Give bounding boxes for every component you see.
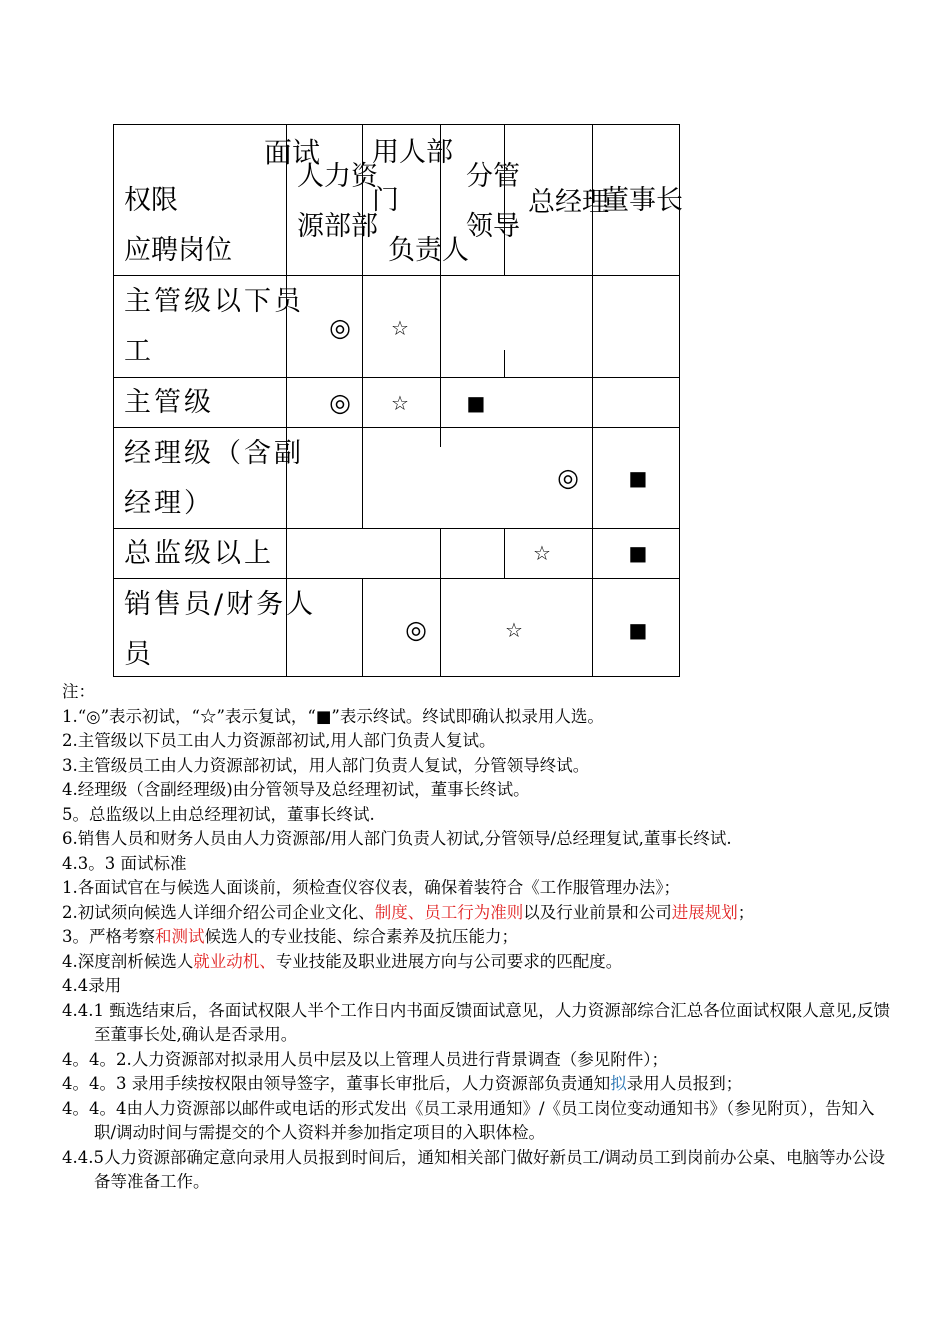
section-interview-standard: 4.3。3 面试标准: [62, 853, 187, 873]
header-dept-line3: 负责人: [388, 235, 469, 266]
mark-second-interview: ☆: [533, 541, 551, 565]
header-leader-line2: 领导: [466, 211, 520, 242]
row-label-manager: 经理级（含副经理）: [124, 438, 304, 519]
row-label-supervisor: 主管级: [124, 387, 214, 418]
criteria-4: 4.深度剖析候选人就业动机、专业技能及职业进展方向与公司要求的匹配度。: [62, 951, 623, 971]
column-divider: [440, 528, 441, 677]
criteria-1: 1.各面试官在与候选人面谈前，须检查仪容仪表，确保着装符合《工作服管理办法》；: [62, 878, 680, 897]
header-dept-line2: 门: [372, 185, 399, 216]
mark-final-interview: ■: [628, 466, 648, 490]
hiring-1: 4.4.1 甄选结束后，各面试权限人半个工作日内书面反馈面试意见，人力资源部综合汇总各位面试权限人意见,反馈至董事长处,确认是否录用。: [62, 1000, 890, 1044]
row-divider: [114, 275, 679, 276]
note-2: 2.主管级以下员工由人力资源部初试,用人部门负责人复试。: [62, 731, 496, 750]
mark-initial-interview: ◎: [329, 388, 351, 417]
header-hr-line1: 人力资: [297, 161, 378, 192]
note-5: 5。总监级以上由总经理初试，董事长终试.: [62, 804, 375, 824]
mark-final-interview: ■: [466, 391, 486, 415]
note-6: 6.销售人员和财务人员由人力资源部/用人部门负责人初试,分管领导/总经理复试,董事长终试.: [62, 829, 732, 848]
hiring-2: 4。4。2.人力资源部对拟录用人员中层及以上管理人员进行背景调查（参见附件）；: [62, 1049, 668, 1069]
notes-section: [62, 680, 892, 1195]
column-divider: [504, 125, 505, 275]
note-4: 4.经理级（含副经理级)由分管领导及总经理初试，董事长终试。: [62, 780, 530, 799]
hiring-5: 4.4.5人力资源部确定意向录用人员报到时间后，通知相关部门做好新员工/调动员工到岗前办公桌、电脑等办公设备等准备工作。: [62, 1147, 886, 1191]
mark-initial-interview: ◎: [557, 463, 579, 492]
header-interview: 面试: [264, 136, 321, 169]
header-chairman: 董事长: [602, 185, 683, 216]
row-label-director: 总监级以上: [124, 538, 274, 569]
header-dept-line1: 用人部: [372, 137, 453, 168]
mark-initial-interview: ◎: [405, 615, 427, 644]
section-hiring: 4.4录用: [62, 976, 122, 995]
corner-label-position: 应聘岗位: [124, 235, 232, 266]
hiring-4: 4。4。4由人力资源部以邮件或电话的形式发出《员工录用通知》/《员工岗位变动通知书》（参见附页），告知入职/调动时间与需提交的个人资料并参加指定项目的入职体检。: [62, 1098, 875, 1142]
column-divider: [362, 578, 363, 677]
header-leader-line1: 分管: [466, 161, 520, 192]
header-gm: 总经理: [528, 187, 609, 218]
mark-second-interview: ☆: [505, 618, 523, 642]
mark-final-interview: ■: [628, 541, 648, 565]
row-label-below-supervisor: 主管级以下员工: [124, 286, 304, 367]
note-3: 3.主管级员工由人力资源部初试，用人部门负责人复试，分管领导终试。: [62, 755, 590, 775]
header-hr-line2: 源部部: [297, 211, 378, 242]
mark-second-interview: ☆: [391, 391, 409, 415]
corner-label-permission: 权限: [124, 185, 178, 216]
criteria-2: 2.初试须向候选人详细介绍公司企业文化、制度、员工行为准则以及行业前景和公司进展规划；: [62, 902, 755, 922]
hiring-3: 4。4。3 录用手续按权限由领导签字，董事长审批后，人力资源部负责通知拟录用人员报到；: [62, 1074, 743, 1093]
column-divider: [504, 350, 505, 377]
column-divider: [440, 125, 441, 447]
mark-initial-interview: ◎: [329, 313, 351, 342]
row-label-sales-finance: 销售员/财务人员: [124, 589, 317, 670]
interview-permission-table: [113, 124, 683, 677]
criteria-3: 3。严格考察和测试候选人的专业技能、综合素养及抗压能力；: [62, 927, 518, 946]
column-divider: [504, 528, 505, 578]
mark-final-interview: ■: [628, 618, 648, 642]
note-1: 1.“◎”表示初试，“☆”表示复试，“■”表示终试。终试即确认拟录用人选。: [62, 706, 604, 726]
mark-second-interview: ☆: [391, 316, 409, 340]
notes-heading: 注：: [62, 682, 95, 701]
